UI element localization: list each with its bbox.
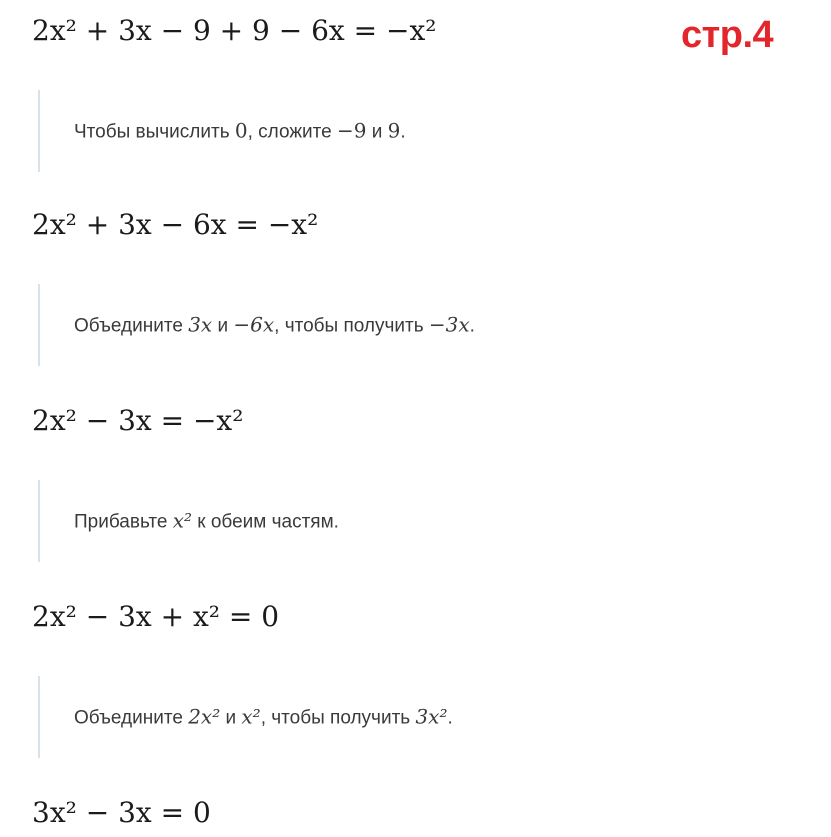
- equation-step-5: [32, 796, 211, 829]
- equation-text: 2x² + 3x − 6x = −x²: [32, 208, 319, 241]
- equation-step-1: [32, 14, 436, 47]
- hint-block-3: [38, 480, 800, 562]
- hint-text: Прибавьте x² к обеим частям.: [74, 508, 339, 533]
- equation-text: 2x² − 3x = −x²: [32, 404, 244, 437]
- page-number-label: стр.4: [681, 14, 774, 56]
- hint-block-2: [38, 284, 800, 366]
- equation-step-3: [32, 404, 243, 437]
- hint-text: Чтобы вычислить 0, сложите −9 и 9.: [74, 118, 406, 143]
- equation-step-4: [32, 600, 279, 633]
- hint-block-4: [38, 676, 800, 758]
- hint-text: Объедините 3x и −6x, чтобы получить −3x.: [74, 312, 475, 337]
- hint-text: Объедините 2x² и x², чтобы получить 3x².: [74, 704, 453, 729]
- equation-step-2: [32, 208, 318, 241]
- equation-text: 3x² − 3x = 0: [32, 796, 211, 829]
- equation-text: 2x² − 3x + x² = 0: [32, 600, 280, 633]
- equation-text: 2x² + 3x − 9 + 9 − 6x = −x²: [32, 14, 437, 47]
- hint-block-1: [38, 90, 800, 172]
